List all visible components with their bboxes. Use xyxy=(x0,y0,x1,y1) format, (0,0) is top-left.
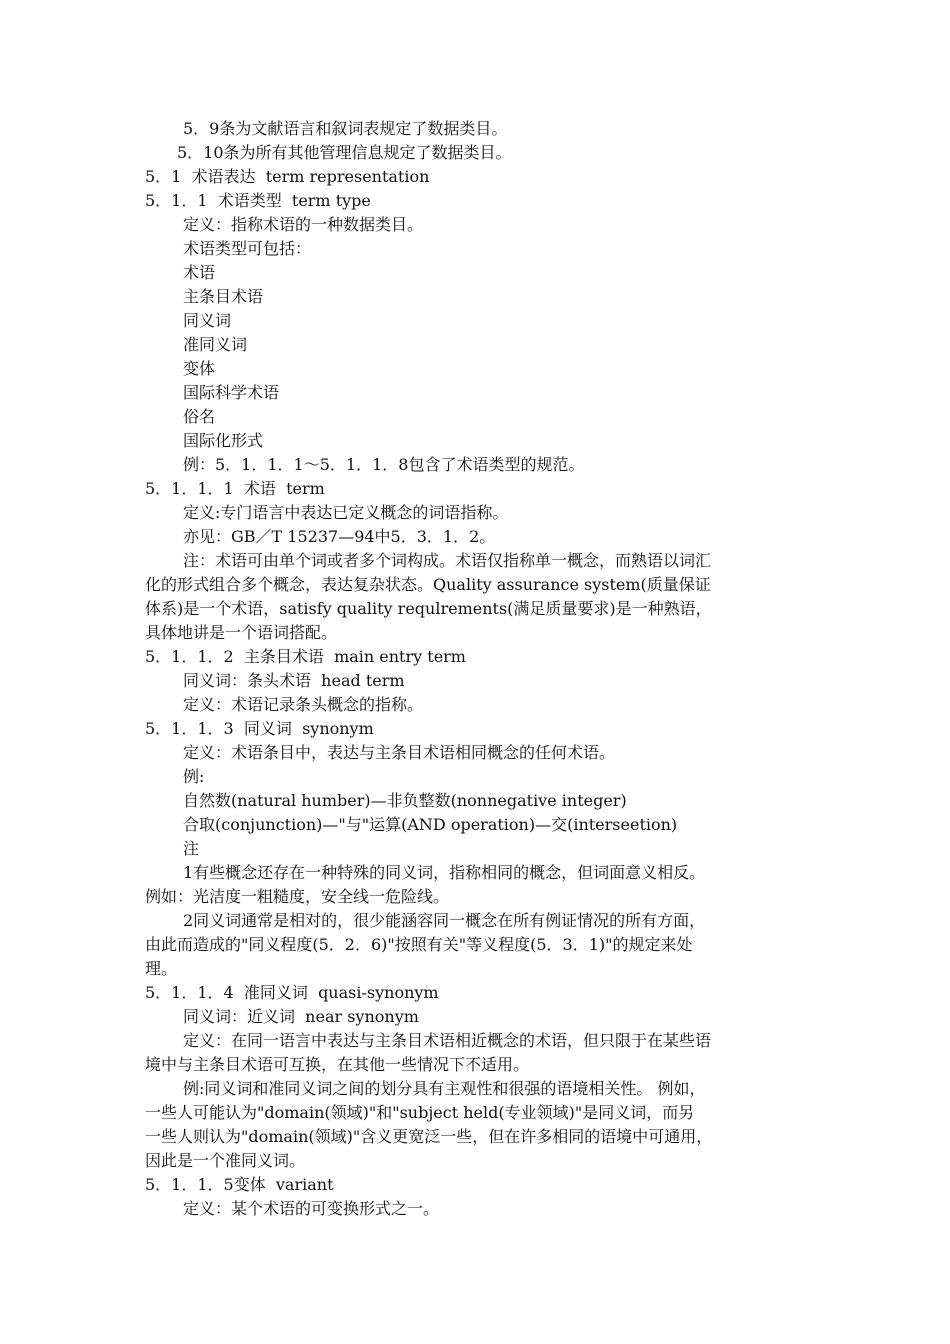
text-line: 例:同义词和准同义词之间的划分具有主观性和很强的语境相关性。 例如， xyxy=(183,1079,706,1098)
text-line: 境中与主条目术语可互换，在其他一些情况下不适用。 xyxy=(145,1055,530,1074)
list-item: 国际科学术语 xyxy=(183,383,280,402)
section-heading: 5．1．1．3 同义词 synonym xyxy=(145,719,374,738)
section-heading: 5．1．1．1 术语 term xyxy=(145,479,325,498)
text-line: 理。 xyxy=(145,959,178,978)
text-line: 5．9条为文献语言和叙词表规定了数据类目。 xyxy=(183,119,508,138)
text-line: 定义：某个术语的可变换形式之一。 xyxy=(183,1199,440,1218)
text-line: 因此是一个准同义词。 xyxy=(145,1151,306,1170)
text-line: 注 xyxy=(183,839,200,858)
text-line: 由此而造成的"同义程度(5．2．6)"按照有关"等义程度(5．3．1)"的规定来处 xyxy=(145,935,693,954)
text-line: 例：5．1．1．1～5．1．1．8包含了术语类型的规范。 xyxy=(183,455,585,474)
list-item: 变体 xyxy=(183,359,216,378)
text-line: 一些人则认为"domain(领域)"含义更宽泛一些，但在许多相同的语境中可通用， xyxy=(145,1127,713,1146)
text-line: 定义：术语记录条头概念的指称。 xyxy=(183,695,424,714)
text-line: 2同义词通常是相对的，很少能涵容同一概念在所有例证情况的所有方面， xyxy=(183,911,706,930)
text-line: 定义：术语条目中，表达与主条目术语相同概念的任何术语。 xyxy=(183,743,616,762)
text-line: 亦见：GB／T 15237—94中5．3．1．2。 xyxy=(183,527,496,546)
list-item: 术语 xyxy=(183,263,216,282)
list-item: 同义词 xyxy=(183,311,232,330)
text-line: 定义:专门语言中表达已定义概念的词语指称。 xyxy=(183,503,509,522)
section-heading: 5．1．1 术语类型 term type xyxy=(145,191,371,210)
text-line: 同义词：近义词 near synonym xyxy=(183,1007,419,1026)
section-heading: 5．1．1．4 准同义词 quasi-synonym xyxy=(145,983,439,1002)
text-line: 1有些概念还存在一种特殊的同义词，指称相同的概念，但词面意义相反。 xyxy=(183,863,706,882)
text-line: 化的形式组合多个概念，表达复杂状态。Quality assurance system(质量保证 xyxy=(145,575,711,594)
text-line: 具体地讲是一个语词搭配。 xyxy=(145,623,338,642)
example-line: 自然数(natural humber)—非负整数(nonnegative integer) xyxy=(183,791,627,810)
text-line: 同义词：条头术语 head term xyxy=(183,671,405,690)
example-line: 合取(conjunction)—"与"运算(AND operation)—交(interseetion) xyxy=(183,815,678,834)
text-line: 例: xyxy=(183,767,205,786)
list-item: 国际化形式 xyxy=(183,431,264,450)
text-line: 术语类型可包括： xyxy=(183,239,312,258)
text-line: 定义：指称术语的一种数据类目。 xyxy=(183,215,424,234)
section-heading: 5．1．1．5变体 variant xyxy=(145,1175,334,1194)
text-line: 体系)是一个术语，satisfy quality requlrements(满足质量要求)是一种熟语， xyxy=(145,599,712,618)
list-item: 准同义词 xyxy=(183,335,248,354)
text-line: 注：术语可由单个词或者多个词构成。术语仅指称单一概念，而熟语以词汇 xyxy=(183,551,712,570)
text-line: 5．10条为所有其他管理信息规定了数据类目。 xyxy=(177,143,512,162)
text-line: 例如：光洁度一粗糙度，安全线一危险线。 xyxy=(145,887,450,906)
section-heading: 5．1 术语表达 term representation xyxy=(145,167,430,186)
list-item: 主条目术语 xyxy=(183,287,264,306)
section-heading: 5．1．1．2 主条目术语 main entry term xyxy=(145,647,466,666)
text-line: 一些人可能认为"domain(领域)"和"subject held(专业领域)"是同义词，而另 xyxy=(145,1103,695,1122)
text-line: 定义：在同一语言中表达与主条目术语相近概念的术语，但只限于在某些语 xyxy=(183,1031,712,1050)
list-item: 俗名 xyxy=(183,407,216,426)
